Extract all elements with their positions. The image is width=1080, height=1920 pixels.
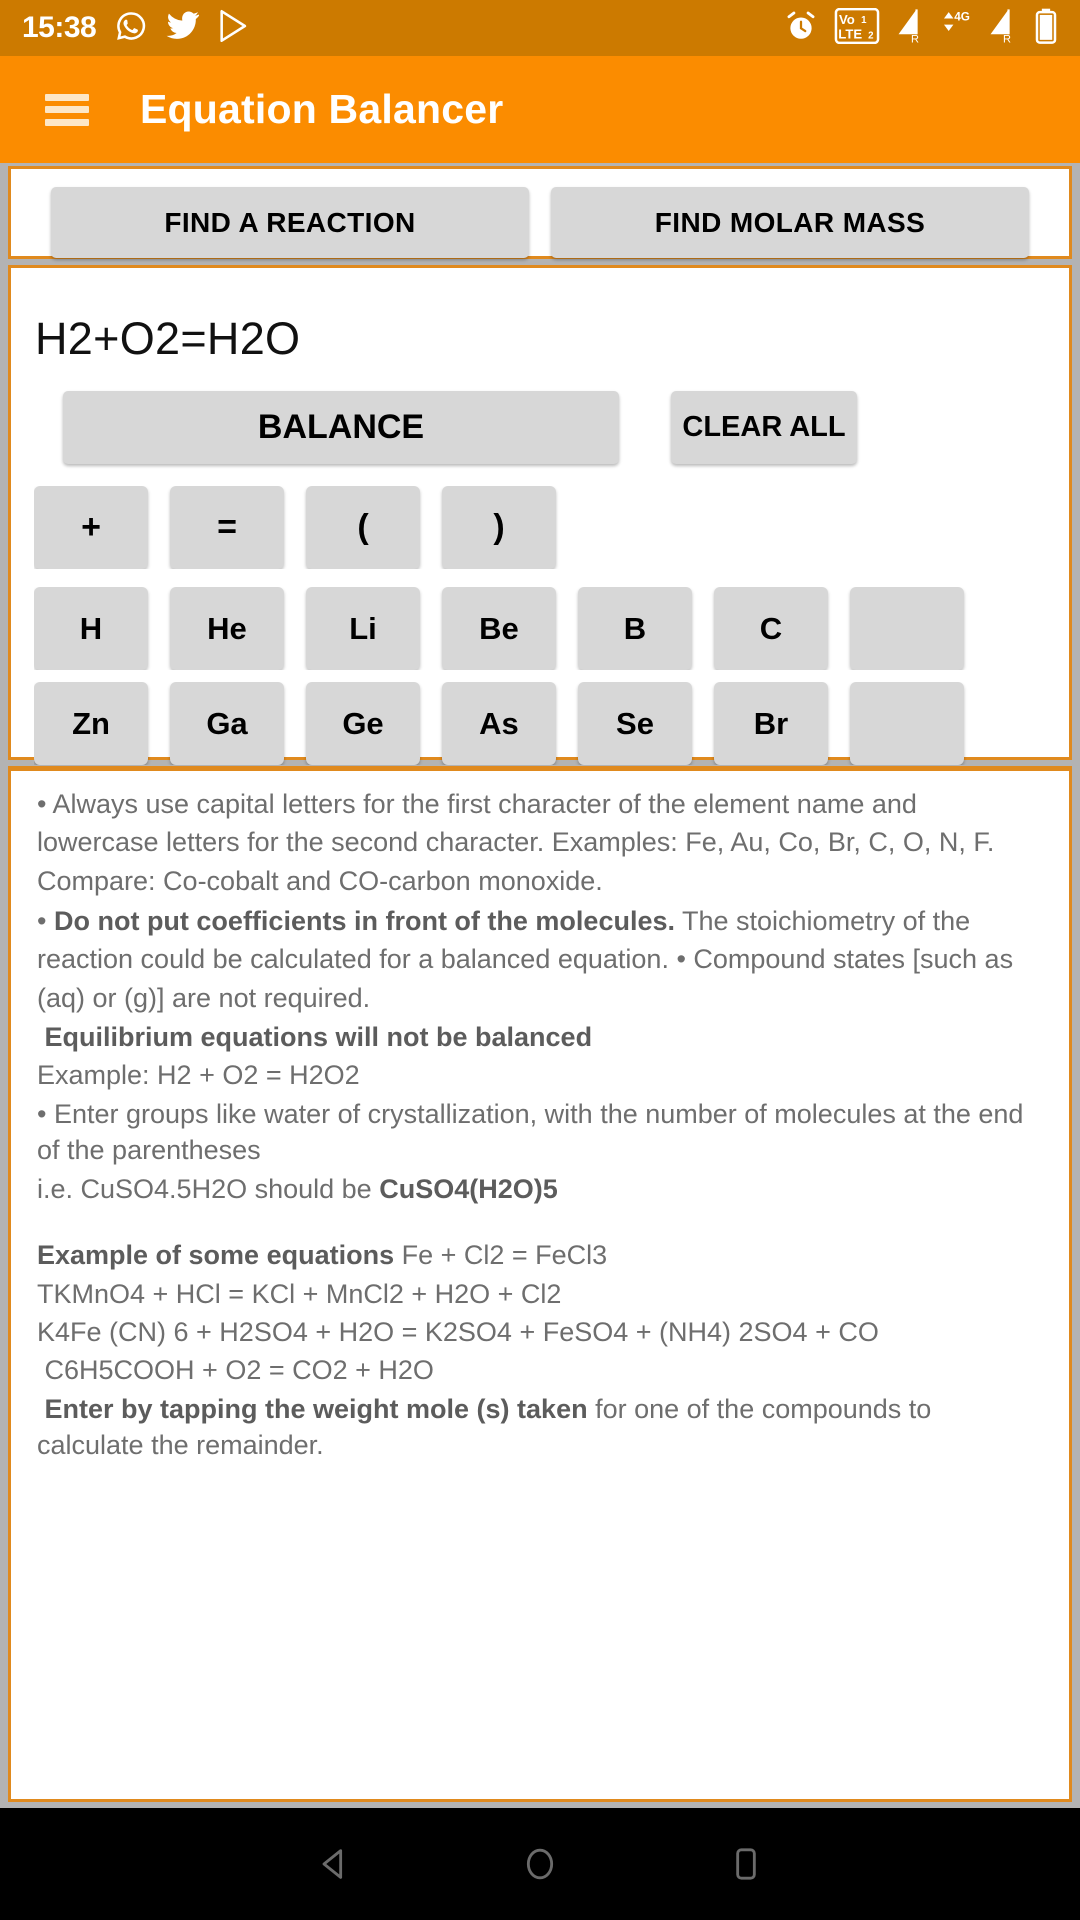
- element-key-h[interactable]: H: [34, 587, 148, 670]
- help-line-1-text: Always use capital letters for the first character of the element name and lowercase letters for the second character. Examples: Fe, Au, Co, Br, C, O, N, F. Compare: Co-cobalt and CO-carbon monoxide.: [37, 789, 995, 896]
- element-key-as[interactable]: As: [442, 682, 556, 765]
- status-bar-right: [784, 8, 1058, 49]
- svg-text:4G: 4G: [954, 9, 970, 23]
- help-line-6: [37, 1171, 1043, 1207]
- element-key-b[interactable]: B: [578, 587, 692, 670]
- action-row: [63, 391, 1028, 464]
- element-key-se[interactable]: Se: [578, 682, 692, 765]
- element-key-c[interactable]: C: [714, 587, 828, 670]
- bullet: •: [37, 1098, 47, 1129]
- hamburger-line: [45, 94, 89, 101]
- status-bar: [0, 0, 1080, 56]
- key-plus[interactable]: +: [34, 486, 148, 569]
- find-a-reaction-button[interactable]: FIND A REACTION: [51, 187, 529, 258]
- android-nav-bar: [0, 1808, 1080, 1920]
- help-line-3: [37, 1019, 1043, 1055]
- whatsapp-icon: [114, 9, 148, 48]
- help-example-3: K4Fe (CN) 6 + H2SO4 + H2O = K2SO4 + FeSO4 + (NH4) 2SO4 + CO: [37, 1317, 879, 1348]
- equation-input[interactable]: H2+O2=H2O: [35, 313, 301, 364]
- page-title: Equation Balancer: [140, 86, 504, 132]
- help-line-6-prefix: i.e. CuSO4.5H2O should be: [37, 1173, 372, 1204]
- data-4g-icon: [942, 8, 972, 49]
- help-line-7: [37, 1391, 1043, 1464]
- find-molar-mass-button[interactable]: FIND MOLAR MASS: [551, 187, 1029, 258]
- help-line-2-text: The stoichiometry of the reaction could be calculated for a balanced equation. • Compound states [such as (aq) or (g)] are not required.: [37, 905, 1014, 1013]
- element-key-ga[interactable]: Ga: [170, 682, 284, 765]
- battery-icon: [1034, 8, 1058, 49]
- twitter-icon: [166, 11, 200, 46]
- svg-text:R: R: [1003, 33, 1011, 44]
- help-example-1: Fe + Cl2 = FeCl3: [401, 1240, 608, 1271]
- element-key-row-1[interactable]: [34, 587, 1069, 670]
- svg-text:Vo: Vo: [839, 11, 855, 27]
- svg-text:R: R: [911, 33, 919, 44]
- hamburger-line: [45, 106, 89, 113]
- help-example-2: TKMnO4 + HCl = KCl + MnCl2 + H2O + Cl2: [37, 1278, 562, 1309]
- hamburger-line: [45, 119, 89, 126]
- alarm-icon: [784, 9, 818, 48]
- svg-text:LTE: LTE: [838, 25, 863, 41]
- help-line-7-text: for one of the compounds to calculate the remainder.: [37, 1393, 932, 1461]
- help-line-5: [37, 1096, 1043, 1169]
- element-key-next-partial[interactable]: [850, 682, 964, 765]
- element-key-he[interactable]: He: [170, 587, 284, 670]
- recents-square-icon[interactable]: [718, 1836, 774, 1892]
- help-line-2: [37, 902, 1043, 1017]
- hamburger-icon[interactable]: [45, 94, 89, 126]
- bullet: •: [37, 905, 47, 936]
- status-clock: 15:38: [22, 11, 97, 44]
- element-key-row-2[interactable]: [34, 682, 1069, 765]
- help-example-4-text: C6H5COOH + O2 = CO2 + H2O: [44, 1355, 434, 1386]
- help-panel: [8, 766, 1072, 1802]
- help-line-5-text: Enter groups like water of crystallization, with the number of molecules at the end of the parentheses: [37, 1098, 1024, 1166]
- status-bar-left: [22, 9, 248, 48]
- help-line-3-bold: Equilibrium equations will not be balanced: [44, 1021, 593, 1052]
- element-key-li[interactable]: Li: [306, 587, 420, 670]
- help-line-4: Example: H2 + O2 = H2O2: [37, 1060, 360, 1091]
- element-key-zn[interactable]: Zn: [34, 682, 148, 765]
- back-triangle-icon[interactable]: [306, 1836, 362, 1892]
- home-circle-icon[interactable]: [512, 1836, 568, 1892]
- symbol-key-row[interactable]: [34, 486, 1069, 569]
- help-line-1: [37, 785, 1043, 900]
- help-line-2-bold: Do not put coefficients in front of the molecules.: [53, 905, 675, 936]
- help-examples-heading-line: [37, 1237, 1043, 1273]
- key-equals[interactable]: =: [170, 486, 284, 569]
- svg-text:1: 1: [861, 14, 867, 26]
- mode-panel: [8, 166, 1072, 259]
- element-key-be[interactable]: Be: [442, 587, 556, 670]
- bullet: •: [37, 789, 47, 819]
- signal-1-icon: [896, 8, 926, 49]
- key-paren-close[interactable]: ): [442, 486, 556, 569]
- clear-all-button[interactable]: CLEAR ALL: [671, 391, 857, 464]
- mode-button-row: [11, 169, 1069, 258]
- play-store-icon: [218, 9, 248, 48]
- signal-2-icon: [988, 8, 1018, 49]
- help-line-7-bold: Enter by tapping the weight mole (s) taken: [44, 1393, 588, 1424]
- app-bar: [0, 56, 1080, 163]
- help-example-4: [37, 1352, 1043, 1388]
- help-spacer: [37, 1209, 1043, 1237]
- svg-text:2: 2: [868, 29, 874, 41]
- balance-button[interactable]: BALANCE: [63, 391, 619, 464]
- help-line-6-bold: CuSO4(H2O)5: [379, 1173, 558, 1204]
- key-paren-open[interactable]: (: [306, 486, 420, 569]
- element-key-ge[interactable]: Ge: [306, 682, 420, 765]
- equation-input-panel: [8, 265, 1072, 760]
- help-examples-heading: Example of some equations: [37, 1240, 395, 1271]
- element-key-br[interactable]: Br: [714, 682, 828, 765]
- help-text: [11, 771, 1069, 1464]
- volte-icon: [834, 8, 880, 49]
- element-key-next-partial[interactable]: [850, 587, 964, 670]
